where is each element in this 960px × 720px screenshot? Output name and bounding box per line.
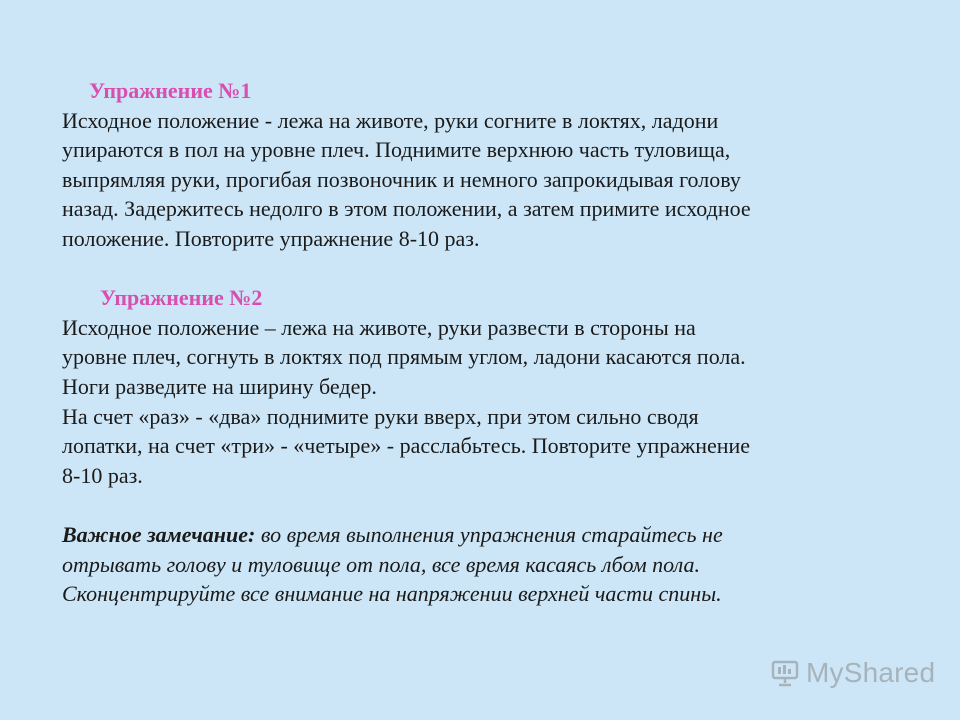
text-line: Сконцентрируйте все внимание на напряжении верхней части спины.: [62, 581, 722, 607]
important-note: [62, 520, 922, 609]
text-line: 8-10 раз.: [62, 462, 143, 488]
presentation-icon: [770, 658, 800, 688]
text-line: упираются в пол на уровне плеч. Поднимите верхнюю часть туловища,: [62, 137, 731, 163]
spacer: [62, 490, 922, 520]
watermark-text: MyShared: [806, 657, 936, 688]
text-line: положение. Повторите упражнение 8-10 раз.: [62, 225, 480, 251]
text-line: Исходное положение - лежа на животе, руки согните в локтях, ладони: [62, 107, 719, 133]
exercise-1-description: [62, 106, 922, 254]
note-first-line: [62, 520, 922, 550]
exercise-2-description: [62, 313, 922, 491]
note-label: Важное замечание:: [62, 521, 256, 547]
text-line: выпрямляя руки, прогибая позвоночник и немного запрокидывая голову: [62, 166, 741, 192]
text-line: Ноги разведите на ширину бедер.: [62, 373, 377, 399]
text-line: На счет «раз» - «два» поднимите руки вверх, при этом сильно сводя: [62, 403, 699, 429]
note-text: во время выполнения упражнения старайтесь не: [255, 521, 723, 547]
text-line: уровне плеч, согнуть в локтях под прямым углом, ладони касаются пола.: [62, 344, 746, 370]
spacer: [62, 254, 922, 284]
exercise-1-title: Упражнение №1: [89, 78, 252, 103]
watermark-logo: [770, 657, 935, 689]
exercise-2-title: Упражнение №2: [100, 285, 263, 311]
text-line: лопатки, на счет «три» - «четыре» - расслабьтесь. Повторите упражнение: [62, 433, 751, 459]
text-line: Исходное положение – лежа на животе, руки развести в стороны на: [62, 314, 696, 340]
slide-content: [62, 76, 922, 609]
text-line: назад. Задержитесь недолго в этом положении, а затем примите исходное: [62, 196, 751, 222]
text-line: отрывать голову и туловище от пола, все время касаясь лбом пола.: [62, 551, 700, 577]
